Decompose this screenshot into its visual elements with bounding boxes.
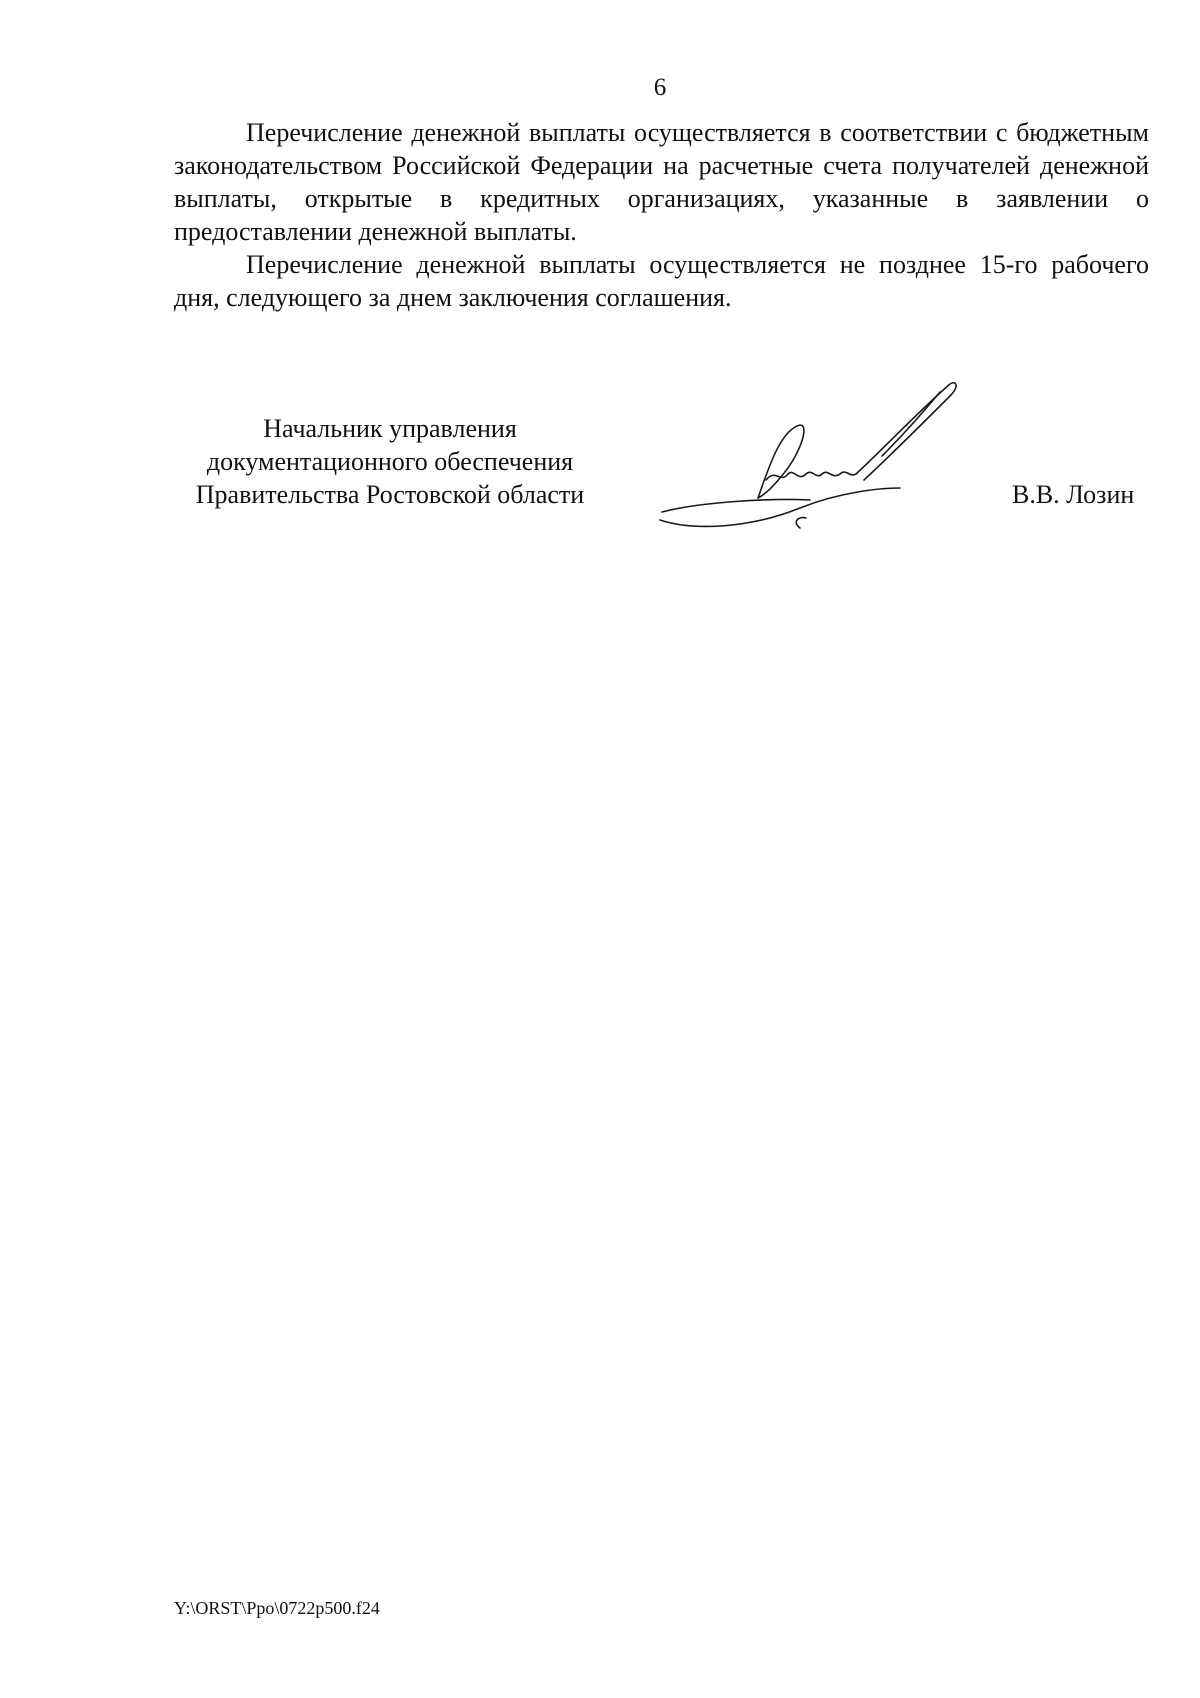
signer-title-line: Правительства Ростовской области [195,480,585,509]
page-number: 6 [653,74,667,101]
signer-title-line: документационного обеспечения [206,447,574,476]
signer-name: В.В. Лозин [1012,480,1135,509]
signer-title-line: Начальник управления [263,414,517,443]
paragraph-transfer-deadline: Перечисление денежной выплаты осуществляется не позднее 15-го рабочего дня, следующего за днем заключения соглашения. [174,250,1149,312]
paragraph-transfer-terms: Перечисление денежной выплаты осуществляется в соответствии с бюджетным законодательством Российской Федерации на расчетные счета получателей денежной выплаты, открытые в кредитных организациях, указанные в заявлении о предоставлении денежной выплаты. [174,118,1149,246]
footer-file-path: Y:\ORST\Ppo\0722p500.f24 [174,1598,380,1618]
signer-title [170,412,610,511]
handwritten-signature-icon [650,380,990,540]
body-text [174,116,1149,314]
